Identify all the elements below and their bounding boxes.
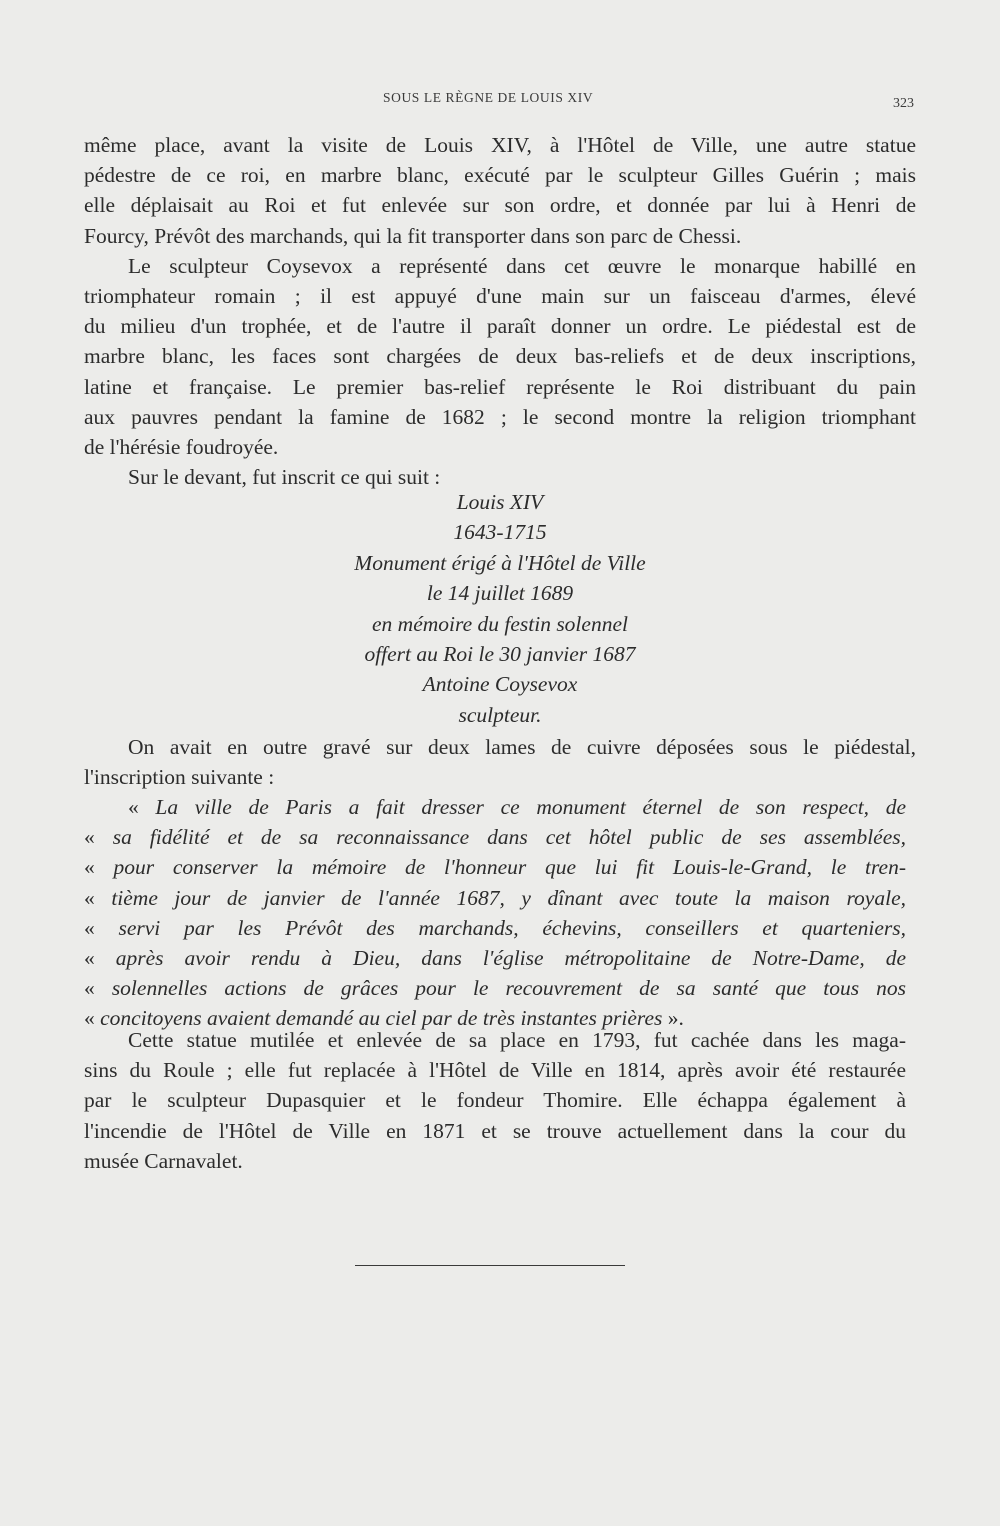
quote-line bbox=[84, 883, 906, 913]
quote-text: tième jour de janvier de l'année 1687, y dînant avec toute la maison royale, bbox=[111, 885, 906, 910]
quote-text: après avoir rendu à Dieu, dans l'église métropolitaine de Notre-Dame, de bbox=[115, 945, 907, 970]
body-text-bottom bbox=[84, 1025, 906, 1176]
quote-line bbox=[84, 973, 906, 1003]
quote-line bbox=[84, 852, 906, 882]
quote-mark: « bbox=[84, 885, 112, 910]
quote-mark: « bbox=[84, 976, 112, 1001]
paragraph-1-line: même place, avant la visite de Louis XIV, à l'Hôtel de Ville, une autre statue bbox=[84, 133, 916, 157]
paragraph-4-line: On avait en outre gravé sur deux lames de cuivre déposées sous le piédestal, bbox=[128, 735, 916, 759]
quote-close-mark: ». bbox=[662, 1006, 684, 1031]
quotation-block bbox=[84, 792, 906, 1034]
paragraph-2-line: de l'hérésie foudroyée. bbox=[84, 434, 279, 459]
paragraph-5-line: par le sculpteur Dupasquier et le fondeur Thomire. Elle échappa également à bbox=[84, 1088, 906, 1113]
inscription-line: Antoine Coysevox bbox=[422, 672, 578, 697]
quote-line bbox=[84, 822, 906, 852]
paragraph-2-line: du milieu d'un trophée, et de l'autre il paraît donner un ordre. Le piédestal est de bbox=[84, 314, 916, 339]
inscription-line: Louis XIV bbox=[456, 490, 544, 514]
inscription-line: 1643-1715 bbox=[453, 520, 547, 545]
inscription-line: sculpteur. bbox=[458, 702, 542, 727]
paragraph-3-line: Sur le devant, fut inscrit ce qui suit : bbox=[128, 465, 441, 490]
inscription-line: le 14 juillet 1689 bbox=[426, 581, 574, 606]
paragraph-5-line: Cette statue mutilée et enlevée de sa place en 1793, fut cachée dans les maga- bbox=[128, 1028, 906, 1052]
quote-mark: « bbox=[84, 915, 119, 940]
quote-line bbox=[84, 792, 906, 822]
quote-text: pour conserver la mémoire de l'honneur que lui fit Louis-le-Grand, le tren- bbox=[113, 855, 907, 880]
paragraph-4-line: l'inscription suivante : bbox=[84, 765, 275, 790]
quote-line bbox=[84, 943, 906, 973]
paragraph-1-line: pédestre de ce roi, en marbre blanc, exécuté par le sculpteur Gilles Guérin ; mais bbox=[84, 163, 916, 188]
body-text-top bbox=[84, 130, 916, 492]
quote-mark: « bbox=[128, 795, 156, 819]
running-title: SOUS LE RÈGNE DE LOUIS XIV bbox=[383, 90, 594, 105]
quote-text: concitoyens avaient demandé au ciel par de très instantes prières bbox=[100, 1006, 663, 1031]
quote-text: La ville de Paris a fait dresser ce monument éternel de son respect, de bbox=[155, 795, 907, 819]
paragraph-1-line: Fourcy, Prévôt des marchands, qui la fit transporter dans son parc de Chessi. bbox=[84, 223, 742, 248]
inscription-line: offert au Roi le 30 janvier 1687 bbox=[364, 641, 636, 666]
quote-mark: « bbox=[84, 855, 114, 880]
quote-text: solennelles actions de grâces pour le recouvrement de sa santé que tous nos bbox=[111, 976, 907, 1001]
quote-mark: « bbox=[84, 1006, 101, 1031]
paragraph-2-line: triomphateur romain ; il est appuyé d'une main sur un faisceau d'armes, élevé bbox=[84, 283, 916, 308]
paragraph-1-line: elle déplaisait au Roi et fut enlevée sur son ordre, et donnée par lui à Henri de bbox=[84, 193, 916, 218]
paragraph-2-line: aux pauvres pendant la famine de 1682 ; le second montre la religion triomphant bbox=[84, 404, 916, 429]
quote-line bbox=[84, 913, 906, 943]
inscription-line: en mémoire du festin solennel bbox=[372, 611, 628, 636]
quote-mark: « bbox=[84, 945, 116, 970]
body-text-middle bbox=[84, 732, 916, 792]
paragraph-2-line: latine et française. Le premier bas-relief représente le Roi distribuant du pain bbox=[84, 374, 916, 399]
paragraph-2-line: marbre blanc, les faces sont chargées de deux bas-reliefs et de deux inscriptions, bbox=[84, 344, 916, 369]
quote-mark: « bbox=[84, 825, 113, 850]
inscription-block bbox=[0, 487, 1000, 730]
paragraph-2-line: Le sculpteur Coysevox a représenté dans cet œuvre le monarque habillé en bbox=[128, 253, 916, 278]
quote-text: servi par les Prévôt des marchands, échevins, conseillers et quarteniers, bbox=[118, 915, 907, 940]
paragraph-5-line: musée Carnavalet. bbox=[84, 1148, 243, 1173]
paragraph-5-line: sins du Roule ; elle fut replacée à l'Hôtel de Ville en 1814, après avoir été restaurée bbox=[84, 1058, 906, 1083]
page-number: 323 bbox=[893, 96, 914, 111]
end-rule-divider bbox=[355, 1265, 625, 1266]
paragraph-5-line: l'incendie de l'Hôtel de Ville en 1871 et se trouve actuellement dans la cour du bbox=[84, 1118, 906, 1143]
quote-text: sa fidélité et de sa reconnaissance dans cet hôtel public de ses assemblées, bbox=[112, 825, 906, 850]
page-header bbox=[0, 90, 1000, 112]
inscription-line: Monument érigé à l'Hôtel de Ville bbox=[354, 550, 646, 575]
